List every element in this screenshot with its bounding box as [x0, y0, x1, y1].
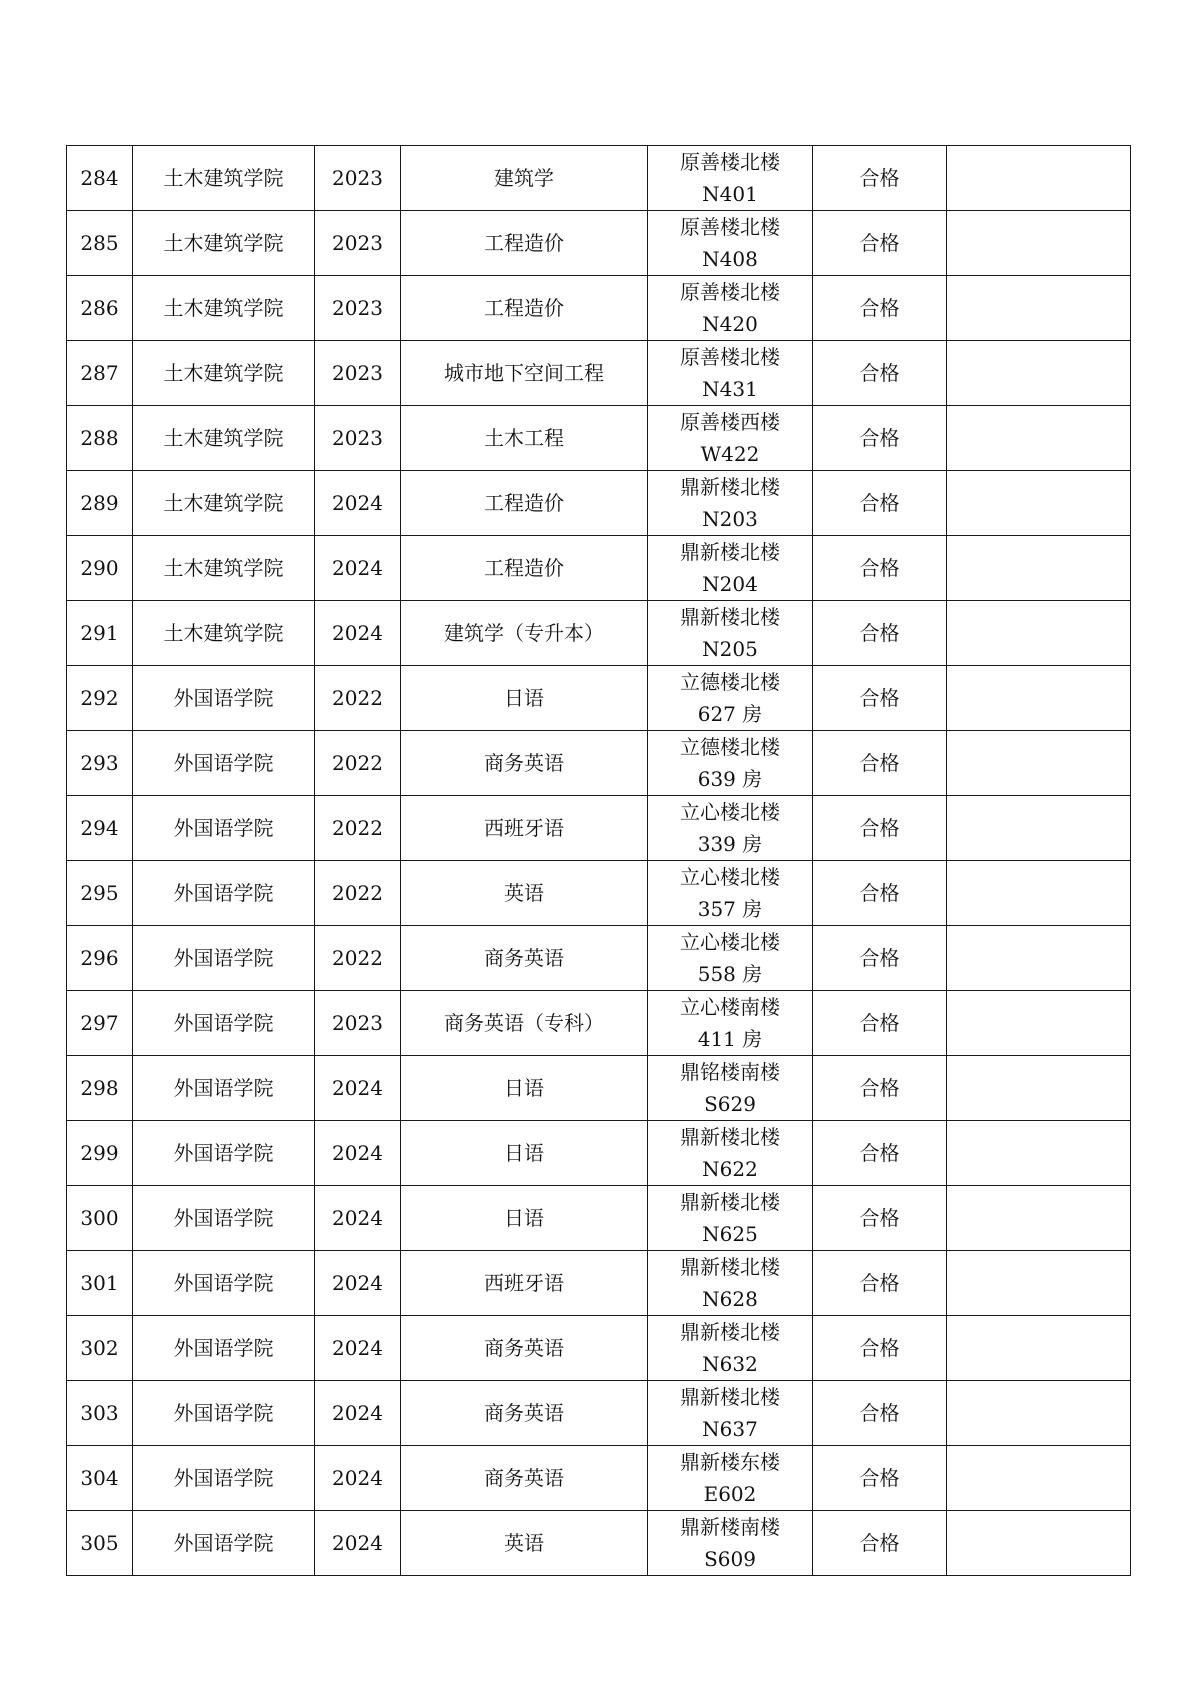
college-cell: 外国语学院: [133, 1251, 315, 1316]
dorm-cell: [648, 861, 813, 926]
dorm-cell: [648, 211, 813, 276]
table-row: [67, 991, 1131, 1056]
dorm-room-text: N401: [702, 182, 758, 206]
result-cell: 合格: [813, 601, 947, 666]
row-number-cell: 285: [67, 211, 133, 276]
major-cell: 日语: [401, 1121, 648, 1186]
remark-cell: [947, 666, 1131, 731]
dorm-cell: [648, 341, 813, 406]
table-row: [67, 536, 1131, 601]
row-number-cell: 295: [67, 861, 133, 926]
result-cell: 合格: [813, 471, 947, 536]
row-number-cell: 304: [67, 1446, 133, 1511]
table-row: [67, 1511, 1131, 1576]
major-cell: 英语: [401, 1511, 648, 1576]
remark-cell: [947, 1381, 1131, 1446]
major-cell: 工程造价: [401, 536, 648, 601]
grade-cell: 2024: [315, 1056, 401, 1121]
dorm-room-text: S629: [704, 1092, 756, 1116]
college-cell: 外国语学院: [133, 991, 315, 1056]
major-cell: 商务英语（专科）: [401, 991, 648, 1056]
remark-cell: [947, 341, 1131, 406]
row-number-cell: 303: [67, 1381, 133, 1446]
table-row: [67, 146, 1131, 211]
result-cell: 合格: [813, 1056, 947, 1121]
table-row: [67, 926, 1131, 991]
dorm-room-text: S609: [704, 1547, 756, 1571]
college-cell: 土木建筑学院: [133, 211, 315, 276]
major-cell: 建筑学（专升本）: [401, 601, 648, 666]
remark-cell: [947, 1186, 1131, 1251]
remark-cell: [947, 211, 1131, 276]
row-number-cell: 298: [67, 1056, 133, 1121]
remark-cell: [947, 1316, 1131, 1381]
row-number-cell: 292: [67, 666, 133, 731]
dorm-room-text: 558 房: [697, 962, 763, 986]
dorm-building-text: 立德楼北楼: [680, 670, 780, 694]
remark-cell: [947, 1511, 1131, 1576]
result-cell: 合格: [813, 276, 947, 341]
dorm-building-text: 鼎新楼北楼: [680, 1125, 780, 1149]
remark-cell: [947, 406, 1131, 471]
dorm-room-text: N205: [702, 637, 758, 661]
major-cell: 日语: [401, 1056, 648, 1121]
college-cell: 外国语学院: [133, 1056, 315, 1121]
grade-cell: 2022: [315, 926, 401, 991]
dorm-building-text: 鼎新楼东楼: [680, 1450, 780, 1474]
grade-cell: 2023: [315, 991, 401, 1056]
college-cell: 外国语学院: [133, 666, 315, 731]
major-cell: 建筑学: [401, 146, 648, 211]
college-cell: 土木建筑学院: [133, 601, 315, 666]
dorm-building-text: 原善楼北楼: [680, 345, 780, 369]
result-cell: 合格: [813, 796, 947, 861]
row-number-cell: 289: [67, 471, 133, 536]
dorm-building-text: 鼎新楼北楼: [680, 605, 780, 629]
dorm-room-text: 339 房: [697, 832, 763, 856]
dorm-cell: [648, 406, 813, 471]
college-cell: 土木建筑学院: [133, 276, 315, 341]
dorm-building-text: 鼎新楼南楼: [680, 1515, 780, 1539]
major-cell: 商务英语: [401, 1381, 648, 1446]
row-number-cell: 305: [67, 1511, 133, 1576]
dorm-cell: [648, 536, 813, 601]
row-number-cell: 299: [67, 1121, 133, 1186]
grade-cell: 2024: [315, 1186, 401, 1251]
dorm-building-text: 鼎新楼北楼: [680, 1190, 780, 1214]
dorm-building-text: 鼎新楼北楼: [680, 1255, 780, 1279]
result-cell: 合格: [813, 861, 947, 926]
grade-cell: 2022: [315, 731, 401, 796]
dorm-cell: [648, 1056, 813, 1121]
major-cell: 商务英语: [401, 1316, 648, 1381]
dorm-building-text: 立心楼南楼: [680, 995, 780, 1019]
table-row: [67, 406, 1131, 471]
dorm-cell: [648, 601, 813, 666]
grade-cell: 2023: [315, 211, 401, 276]
result-cell: 合格: [813, 1186, 947, 1251]
result-cell: 合格: [813, 991, 947, 1056]
dorm-building-text: 原善楼西楼: [680, 410, 780, 434]
dorm-room-text: 639 房: [697, 767, 763, 791]
result-cell: 合格: [813, 1381, 947, 1446]
table-row: [67, 1121, 1131, 1186]
row-number-cell: 300: [67, 1186, 133, 1251]
result-cell: 合格: [813, 666, 947, 731]
dorm-room-text: 357 房: [697, 897, 763, 921]
table-row: [67, 601, 1131, 666]
major-cell: 工程造价: [401, 276, 648, 341]
dorm-room-text: N628: [702, 1287, 758, 1311]
result-cell: 合格: [813, 1121, 947, 1186]
college-cell: 土木建筑学院: [133, 406, 315, 471]
result-cell: 合格: [813, 1446, 947, 1511]
major-cell: 英语: [401, 861, 648, 926]
remark-cell: [947, 1121, 1131, 1186]
table-row: [67, 211, 1131, 276]
dorm-building-text: 立心楼北楼: [680, 800, 780, 824]
result-cell: 合格: [813, 1316, 947, 1381]
row-number-cell: 287: [67, 341, 133, 406]
remark-cell: [947, 536, 1131, 601]
remark-cell: [947, 1056, 1131, 1121]
result-cell: 合格: [813, 406, 947, 471]
remark-cell: [947, 991, 1131, 1056]
dorm-building-text: 立德楼北楼: [680, 735, 780, 759]
grade-cell: 2022: [315, 861, 401, 926]
dorm-cell: [648, 1316, 813, 1381]
grade-cell: 2024: [315, 1511, 401, 1576]
row-number-cell: 293: [67, 731, 133, 796]
table-row: [67, 1056, 1131, 1121]
major-cell: 商务英语: [401, 731, 648, 796]
dorm-room-text: N637: [702, 1417, 758, 1441]
dorm-cell: [648, 146, 813, 211]
grade-cell: 2024: [315, 601, 401, 666]
dorm-room-text: 627 房: [697, 702, 763, 726]
dorm-building-text: 鼎新楼北楼: [680, 475, 780, 499]
dorm-cell: [648, 796, 813, 861]
college-cell: 外国语学院: [133, 861, 315, 926]
dorm-cell: [648, 731, 813, 796]
dorm-room-text: N625: [702, 1222, 758, 1246]
row-number-cell: 302: [67, 1316, 133, 1381]
row-number-cell: 301: [67, 1251, 133, 1316]
result-cell: 合格: [813, 146, 947, 211]
remark-cell: [947, 1446, 1131, 1511]
dorm-building-text: 鼎新楼北楼: [680, 540, 780, 564]
remark-cell: [947, 861, 1131, 926]
grade-cell: 2024: [315, 1121, 401, 1186]
dorm-building-text: 立心楼北楼: [680, 930, 780, 954]
remark-cell: [947, 276, 1131, 341]
dorm-building-text: 原善楼北楼: [680, 280, 780, 304]
dorm-room-text: N632: [702, 1352, 758, 1376]
major-cell: 西班牙语: [401, 1251, 648, 1316]
major-cell: 商务英语: [401, 926, 648, 991]
grade-cell: 2024: [315, 1251, 401, 1316]
college-cell: 土木建筑学院: [133, 146, 315, 211]
dorm-building-text: 鼎新楼北楼: [680, 1320, 780, 1344]
major-cell: 西班牙语: [401, 796, 648, 861]
row-number-cell: 297: [67, 991, 133, 1056]
dorm-room-text: N204: [702, 572, 758, 596]
remark-cell: [947, 731, 1131, 796]
grade-cell: 2024: [315, 1381, 401, 1446]
college-cell: 外国语学院: [133, 1186, 315, 1251]
college-cell: 外国语学院: [133, 796, 315, 861]
dorm-room-text: 411 房: [697, 1027, 763, 1051]
result-cell: 合格: [813, 926, 947, 991]
grade-cell: 2024: [315, 471, 401, 536]
dorm-cell: [648, 1446, 813, 1511]
major-cell: 工程造价: [401, 211, 648, 276]
grade-cell: 2024: [315, 536, 401, 601]
row-number-cell: 284: [67, 146, 133, 211]
dorm-cell: [648, 991, 813, 1056]
dorm-room-text: E602: [703, 1482, 757, 1506]
college-cell: 外国语学院: [133, 1316, 315, 1381]
college-cell: 外国语学院: [133, 1381, 315, 1446]
grade-cell: 2023: [315, 276, 401, 341]
table-row: [67, 666, 1131, 731]
dorm-cell: [648, 1186, 813, 1251]
remark-cell: [947, 471, 1131, 536]
table-row: [67, 1186, 1131, 1251]
major-cell: 城市地下空间工程: [401, 341, 648, 406]
college-cell: 土木建筑学院: [133, 536, 315, 601]
dorm-building-text: 鼎铭楼南楼: [680, 1060, 780, 1084]
dorm-building-text: 立心楼北楼: [680, 865, 780, 889]
dorm-cell: [648, 1121, 813, 1186]
table-row: [67, 1316, 1131, 1381]
grade-cell: 2024: [315, 1446, 401, 1511]
grade-cell: 2022: [315, 666, 401, 731]
table-row: [67, 341, 1131, 406]
grade-cell: 2024: [315, 1316, 401, 1381]
major-cell: 日语: [401, 1186, 648, 1251]
college-cell: 外国语学院: [133, 1511, 315, 1576]
dorm-cell: [648, 276, 813, 341]
table-row: [67, 796, 1131, 861]
row-number-cell: 288: [67, 406, 133, 471]
dorm-room-text: N431: [702, 377, 758, 401]
table-row: [67, 731, 1131, 796]
dorm-building-text: 原善楼北楼: [680, 150, 780, 174]
dorm-cell: [648, 471, 813, 536]
remark-cell: [947, 926, 1131, 991]
remark-cell: [947, 146, 1131, 211]
result-cell: 合格: [813, 1511, 947, 1576]
row-number-cell: 290: [67, 536, 133, 601]
major-cell: 工程造价: [401, 471, 648, 536]
remark-cell: [947, 796, 1131, 861]
dorm-room-text: N420: [702, 312, 758, 336]
table-row: [67, 1251, 1131, 1316]
grade-cell: 2023: [315, 146, 401, 211]
dorm-room-text: N622: [702, 1157, 758, 1181]
row-number-cell: 294: [67, 796, 133, 861]
table-row: [67, 276, 1131, 341]
result-cell: 合格: [813, 341, 947, 406]
table-row: [67, 861, 1131, 926]
row-number-cell: 291: [67, 601, 133, 666]
row-number-cell: 286: [67, 276, 133, 341]
college-cell: 外国语学院: [133, 1446, 315, 1511]
table-row: [67, 471, 1131, 536]
result-cell: 合格: [813, 536, 947, 601]
dorm-cell: [648, 926, 813, 991]
dorm-room-text: W422: [700, 442, 760, 466]
dorm-building-text: 鼎新楼北楼: [680, 1385, 780, 1409]
dormitory-inspection-table: [66, 145, 1131, 1576]
grade-cell: 2022: [315, 796, 401, 861]
dorm-cell: [648, 666, 813, 731]
dorm-building-text: 原善楼北楼: [680, 215, 780, 239]
dorm-room-text: N408: [702, 247, 758, 271]
college-cell: 土木建筑学院: [133, 341, 315, 406]
result-cell: 合格: [813, 731, 947, 796]
table-row: [67, 1446, 1131, 1511]
college-cell: 外国语学院: [133, 926, 315, 991]
dorm-cell: [648, 1511, 813, 1576]
dorm-room-text: N203: [702, 507, 758, 531]
college-cell: 外国语学院: [133, 731, 315, 796]
table-row: [67, 1381, 1131, 1446]
college-cell: 外国语学院: [133, 1121, 315, 1186]
remark-cell: [947, 601, 1131, 666]
row-number-cell: 296: [67, 926, 133, 991]
grade-cell: 2023: [315, 341, 401, 406]
result-cell: 合格: [813, 211, 947, 276]
dorm-cell: [648, 1381, 813, 1446]
dorm-cell: [648, 1251, 813, 1316]
remark-cell: [947, 1251, 1131, 1316]
grade-cell: 2023: [315, 406, 401, 471]
result-cell: 合格: [813, 1251, 947, 1316]
college-cell: 土木建筑学院: [133, 471, 315, 536]
major-cell: 日语: [401, 666, 648, 731]
table-body: [67, 146, 1131, 1576]
major-cell: 土木工程: [401, 406, 648, 471]
major-cell: 商务英语: [401, 1446, 648, 1511]
